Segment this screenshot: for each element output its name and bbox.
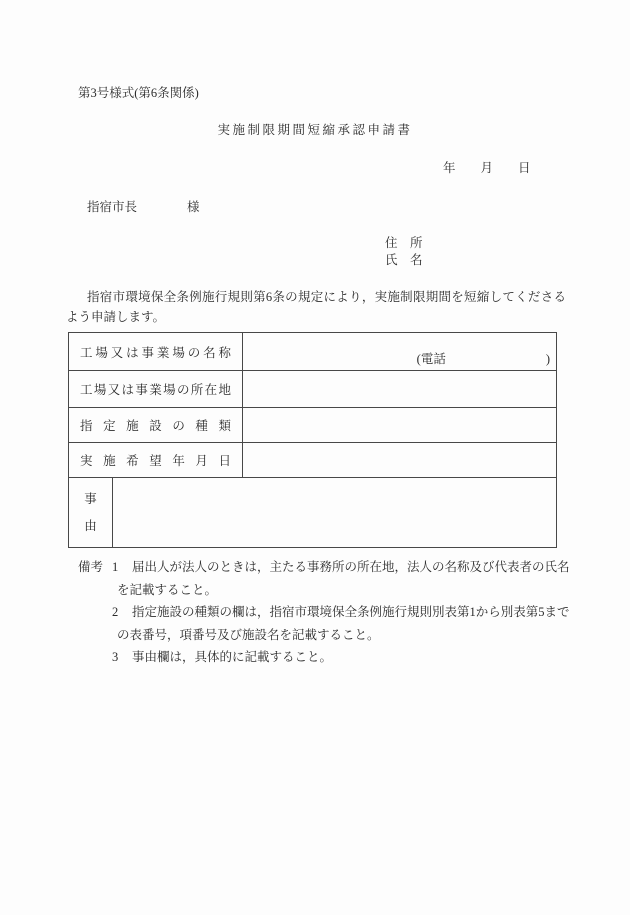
row-factory-name xyxy=(69,333,556,371)
reason-input-cell xyxy=(113,478,556,547)
form-number: 第3号様式(第6条関係) xyxy=(78,86,199,100)
row-label: 工場又は事業場の所在地 xyxy=(80,383,231,397)
remark-spacer xyxy=(78,601,112,624)
row-label: 事由 xyxy=(84,491,97,533)
remark-text: 事由欄は，具体的に記載すること。 xyxy=(132,650,333,664)
date-line: 年 月 日 xyxy=(443,161,531,175)
row-desired-date-label-cell xyxy=(69,443,243,477)
remark-spacer xyxy=(78,646,112,669)
facility-type-input-cell xyxy=(243,408,556,442)
remark-number: 2 xyxy=(112,605,119,619)
remarks-section xyxy=(0,556,570,669)
application-table xyxy=(68,332,557,548)
remark-number: 1 xyxy=(112,560,119,574)
remark-number: 3 xyxy=(112,650,119,664)
factory-name-input-cell xyxy=(243,333,556,370)
remarks-label: 備考 xyxy=(78,560,104,574)
row-label: 工場又は事業場の名称 xyxy=(80,345,231,360)
row-reason xyxy=(69,478,556,547)
row-facility-type-label-cell xyxy=(69,408,243,442)
remark-line xyxy=(0,646,570,669)
remark-text: 届出人が法人のときは，主たる事務所の所在地，法人の名称及び代表者の氏名 xyxy=(132,560,570,574)
row-facility-type xyxy=(69,408,556,443)
row-desired-date xyxy=(69,443,556,478)
row-label: 実施希望年月日 xyxy=(80,454,231,468)
remark-text: 指定施設の種類の欄は，指宿市環境保全条例施行規則別表第1から別表第5まで xyxy=(132,605,570,619)
row-factory-address xyxy=(69,371,556,408)
sender-address-label: 住 所 xyxy=(385,236,423,250)
sender-name-label: 氏 名 xyxy=(385,253,423,267)
remark-text-continuation: を記載すること。 xyxy=(117,582,218,597)
remark-line xyxy=(0,556,570,579)
form-title: 実施制限期間短縮承認申請書 xyxy=(217,123,413,137)
remark-line xyxy=(0,579,570,602)
remark-line xyxy=(0,601,570,624)
phone-note: (電話 ) xyxy=(416,352,550,366)
application-statement: 指宿市環境保全条例施行規則第6条の規定により，実施制限期間を短縮してくださるよう申請します。 xyxy=(66,290,566,324)
factory-address-input-cell xyxy=(243,371,556,407)
remark-line xyxy=(0,624,570,647)
row-reason-label-cell xyxy=(69,478,113,547)
sender-block xyxy=(385,235,423,269)
desired-date-input-cell xyxy=(243,443,556,477)
row-factory-address-label-cell xyxy=(69,371,243,407)
row-factory-name-label-cell xyxy=(69,333,243,370)
row-label: 指定施設の種類 xyxy=(80,419,231,433)
remark-text-continuation: の表番号，項番号及び施設名を記載すること。 xyxy=(117,627,380,642)
addressee-line: 指宿市長 様 xyxy=(87,200,200,214)
